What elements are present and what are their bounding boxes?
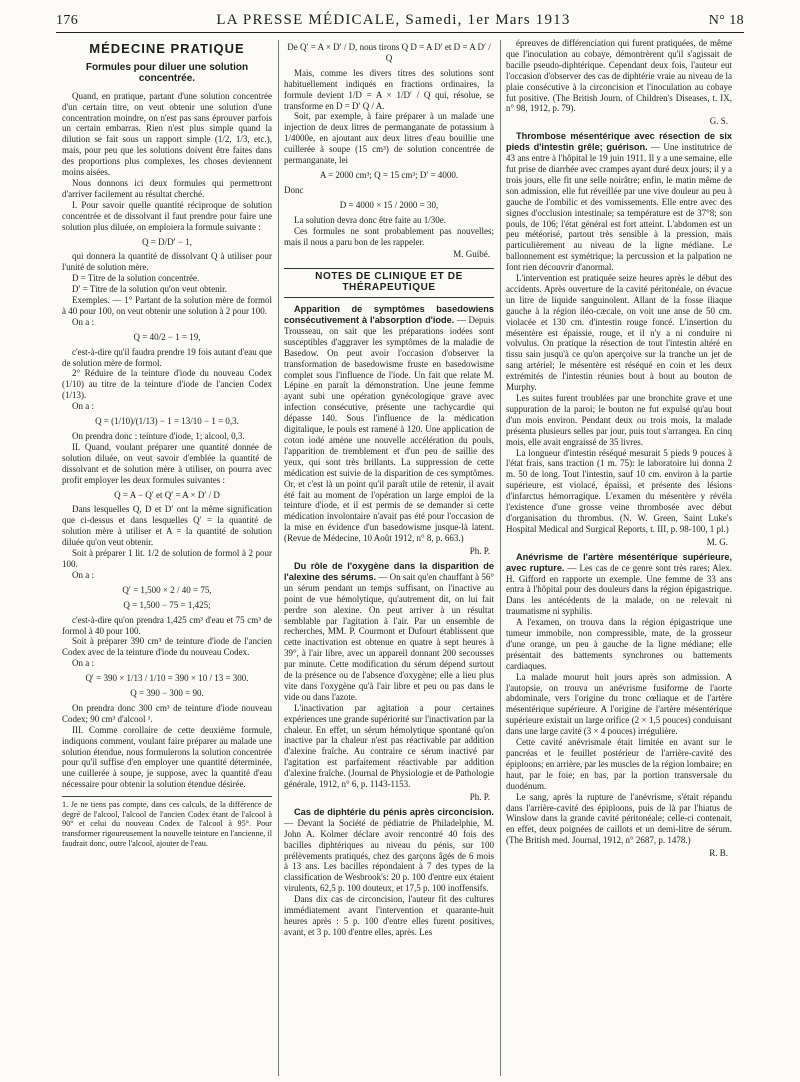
- article-title: Thrombose mésentérique avec résection de six pieds d'intestin grêle; guérison.: [506, 131, 732, 153]
- article-title: Anévrisme de l'artère mésentérique supérieure, avec rupture.: [506, 551, 732, 573]
- paragraph: L'inactivation par agitation a pour certaines expériences une grande supériorité sur l'inactivation par la chaleur. En effet, un sérum hémolytique spontané qu'on inactive par la chaleur n'est pas réactivable par addition d'alexine fraîche. Au contraire ce sérum inactivé par l'agitation est parfaitement réactivable par addition d'alexine fraîche. (Journal de Physiologie et de Pathologie générale, 1912, n° 6, p. 1143-1153.: [284, 702, 494, 790]
- article-body: — Une institutrice de 43 ans entre à l'hôpital le 19 juin 1911. Il y a une semaine, elle fut prise de diarrhée avec crampes ayant duré deux jours; il y a trois jours, elle fit une selle noirâtre; enfin, le matin même de son admission, elle fut réveillée par une vive douleur au peu à gauche de l'ombilic et des vomissements. Elle entre avec des signes d'occlusion intestinale; sa température est de 37°8; son pouls, de 106; l'état général est fort atteint. L'abdomen est un peu météorisé, partout très sensible à la pression, mais particulièrement au niveau de la ligne médiane. Le ballonnement est symétrique; la percussion et la palpation ne font rien découvrir d'anormal.: [506, 142, 732, 273]
- paragraph: On a :: [72, 316, 94, 327]
- signature: M. G.: [706, 536, 728, 547]
- paragraphs: [62, 703, 272, 790]
- formula: Q = 40/2 − 1 = 19,: [133, 331, 201, 342]
- section-heading: MÉDECINE PRATIQUE: [89, 41, 245, 56]
- article-body: — Devant la Société de pédiatrie de Philadelphie, M. John A. Kolmer déclare avoir rencontré 40 fois des bacilles diphtériques au niveau du pénis, sur 100 prélèvements pratiqués, chez des garçons âgés de 6 mois à 13 ans. Les bacilles répondaient à 7 des types de la classification de Wesbrook's: 20 p. 100 d'entre eux étaient virulents, 62,5 p. 100 douteux, et 17,5 p. 100 inoffensifs.: [284, 817, 494, 894]
- article: [284, 807, 494, 894]
- paragraph: Cette cavité anévrismale était limitée en avant sur le pancréas et le feuillet postérieur de l'arrière-cavité des épiploons; en arrière, par les muscles de la région lombaire; en haut, par le foie; en bas, par la portion transversale du duodénum.: [506, 737, 732, 791]
- column-1: [62, 38, 272, 1078]
- paragraph: Donc: [284, 184, 304, 195]
- article-title: Formules pour diluer une solution concentrée.: [85, 61, 249, 84]
- formula: Q = (1/10)/(1/13) − 1 = 13/10 − 1 = 0,3.: [95, 416, 239, 427]
- paragraph: D′ = Titre de la solution qu'on veut obtenir.: [72, 284, 227, 295]
- formula: A = 2000 cm³; Q = 15 cm³; D′ = 4000.: [319, 169, 459, 180]
- paragraph: Nous donnons ici deux formules qui permettront d'arriver facilement au résultat cherché.: [62, 177, 272, 199]
- paragraph: La solution devra donc être faite au 1/30e.: [294, 214, 446, 225]
- paragraphs: [62, 251, 272, 327]
- paragraph: On a :: [72, 401, 94, 412]
- issue-number: N° 18: [708, 13, 744, 28]
- paragraph: 2° Réduire de la teinture d'iode du nouveau Codex (1/10) au titre de la teinture d'iode de l'ancien Codex (1/13).: [62, 368, 272, 401]
- paragraph: II. Quand, voulant préparer une quantité donnée de solution diluée, on veut savoir d'emblée la quantité de dissolvant et de solution mère à utiliser, on pourra avec profit employer les deux formules suivantes :: [62, 441, 272, 485]
- footnote: 1. Je ne tiens pas compte, dans ces calculs, de la différence de degré de l'alcool, l'alcool de l'ancien Codex étant de l'alcool à 90° et celui du nouveau Codex de l'alcool à 95°. Pour transformer rigoureusement la nouvelle teinture en l'ancienne, il faudrait donc, outre l'alcool, ajouter de l'eau.: [62, 796, 272, 848]
- paragraph: Exemples. — 1° Partant de la solution mère de formol à 40 pour 100, on veut obtenir une solution à 2 pour 100.: [62, 295, 272, 316]
- paragraph: Mais, comme les divers titres des solutions sont habituellement indiqués en fractions ordinaires, la formule devient 1/D = A × 1/D′ / Q qui, résolue, se transforme en D = D′ Q / A.: [284, 67, 494, 111]
- formula: Q′ = 390 × 1/13 / 1/10 = 390 × 10 / 13 = 300.: [85, 673, 249, 684]
- paragraph: Le sang, après la rupture de l'anévrisme, s'était répandu dans l'arrière-cavité des épiploons, puis de là par l'hiatus de Winslow dans la grande cavité péritonéale; celle-ci contenait, en effet, deux poignées de caillots et un demi-litre de sérum. (The British med. Journal, 1912, n° 2687, p. 1478.): [506, 791, 732, 846]
- article-body: — Depuis Trousseau, on sait que les préparations iodées sont susceptibles d'aggraver les symptômes de la maladie de Basedow. On peut avoir l'occasion d'observer la transformation de basedowisme fruste en basedowisme complet sous l'influence de l'iode. Un fait que relate M. Lépine en paraît la démonstration. Une jeune femme ayant subi une opération gynécologique grave avec infection consécutive, présente une tachycardie qui dépasse 140. Sous l'influence de la médication digitalique, le pouls est ramené à 120. Une application de coton iodé amène une nouvelle accélération du pouls, l'apparition de tremblement et d'un peu de saillie des yeux, qui sont très brillants. La suppression de cette médication est suivie de la disparition de ces symptômes. Or, et c'est là un point qu'il paraît utile de retenir, il avait été fait au moment de l'opération un large emploi de la teinture d'iode, et il est permis de se demander si cette médication involontaire n'avait pas été pour l'occasion de la mise en évidence d'un basedowisme jusque-là latent. (Revue de Médecine, 10 Août 1912, n° 8, p. 663.): [284, 315, 494, 544]
- paragraph: Soit à préparer 390 cm³ de teinture d'iode de l'ancien Codex avec de la teinture d'iode du nouveau Codex.: [62, 636, 272, 658]
- article: [284, 561, 494, 703]
- paragraphs: [506, 38, 732, 114]
- paragraphs: [62, 431, 272, 486]
- paragraph: A l'examen, on trouva dans la région épigastrique une tumeur immobile, non compressible, mate, de la grosseur d'une orange, un peu à gauche de la ligne médiane; elle présentait des battements synchrones ou battements cardiaques.: [506, 617, 732, 671]
- page-header: [56, 12, 744, 33]
- formula: De Q′ = A × D′ / D, nous tirons Q D = A D′ et D = A D′ / Q: [287, 42, 491, 63]
- formula: Q′ = 1,500 × 2 / 40 = 75,: [122, 584, 212, 595]
- signature: G. S.: [709, 116, 728, 127]
- signature: Ph. P.: [469, 792, 490, 802]
- paragraphs: [62, 615, 272, 670]
- article-title: Du rôle de l'oxygène dans la disparition de l'alexine des sérums.: [284, 560, 494, 582]
- paragraph: On prendra donc : teinture d'iode, 1; alcool, 0,3.: [72, 431, 245, 441]
- page-number: 176: [56, 13, 79, 28]
- paragraphs: [284, 68, 494, 166]
- paragraphs: [62, 91, 272, 233]
- column-2: [284, 38, 494, 1078]
- formula: Q = A − Q′ et Q′ = A × D′ / D: [114, 489, 220, 500]
- column-3: [506, 38, 732, 1078]
- article: [506, 552, 732, 617]
- paragraph: D = Titre de la solution concentrée.: [72, 273, 200, 284]
- paragraph: Soit à préparer 1 lit. 1/2 de solution de formol à 2 pour 100.: [62, 548, 272, 569]
- journal-title: LA PRESSE MÉDICALE, Samedi, 1er Mars 1913: [216, 12, 571, 28]
- paragraph: On prendra donc 300 cm³ de teinture d'iode nouveau Codex; 90 cm³ d'alcool ¹.: [62, 702, 272, 724]
- formula: Q = D/D′ − 1,: [142, 236, 192, 247]
- formula: D = 4000 × 15 / 2000 = 30,: [339, 199, 439, 210]
- paragraph: qui donnera la quantité de dissolvant Q à utiliser pour l'unité de solution mère.: [62, 251, 272, 273]
- article-body: — Les cas de ce genre sont très rares; Alex. H. Gifford en rapporte un exemple. Une femme de 33 ans entra à l'hôpital pour des douleurs dans la région épigastrique. Dans les antécédents de la malade, on ne relevait ni traumatisme ni syphilis.: [506, 562, 732, 617]
- article-body: — On sait qu'en chauffant à 56° un sérum pendant un temps suffisant, on l'inactive au point de vue hémolytique, qu'autrement dit, on lui fait perdre son alexine. On peut arriver à un résultat semblable par l'agitation à l'air. Par un ensemble de recherches, MM. P. Courmont et Dufourt établissent que cette inactivation est obtenue en quatre à sept heures à 39°, à l'air libre, avec un appareil donnant 200 secousses par minute. Cette modification du sérum dépend surtout de la présence ou de l'absence d'oxygène; elle a lieu plus vite dans l'oxygène qu'à l'air libre et peu ou pas dans le vide ou dans l'azote.: [284, 571, 494, 702]
- paragraph: L'intervention est pratiquée seize heures après le début des accidents. Après ouverture de la cavité péritonéale, on évacue un litre de liquide sanguinolent. Allant de la fosse iliaque gauche à la région iléo-cæcale, on voit une anse de 50 cm. violacée et 130 cm. d'intestin rouge foncé. L'insertion du mésentère est épaissie, rouge, et il n'y a ni conduire ni volvulus. On pratique la résection de tout l'intestin altéré en tissu sain jusqu'à ce qu'on aperçoive sur la tranche un jet de sang artériel; le mésentère est réséqué en coin et les deux extrémités de l'intestin réunies bout à bout au bouton de Murphy.: [506, 273, 732, 393]
- article: [284, 304, 494, 544]
- article-title: Apparition de symptômes basedowiens consécutivement à l'absorption d'iode.: [284, 304, 494, 326]
- formula: Q = 390 − 300 = 90.: [130, 688, 204, 699]
- paragraph: La malade mourut huit jours après son admission. A l'autopsie, on trouva un anévrisme fusiforme de l'aorte abdominale, vers l'origine du tronc cœliaque et de l'artère mésentérique supérieure. A l'origine de l'artère mésentérique supérieure existait un large orifice (2 × 1,5 pouces) conduisant dans une large cavité (3 × 4 pouces) irrégulière.: [506, 671, 732, 737]
- column-divider: [278, 40, 279, 1076]
- paragraph: Dans dix cas de circoncision, l'auteur fit des cultures immédiatement avant l'intervention et quarante-huit heures après : 5 p. 100 d'entre elles furent positives, avant, et 3 p. 100 d'entre elles, après. Les: [284, 894, 494, 937]
- paragraph: c'est-à-dire qu'on prendra 1,425 cm³ d'eau et 75 cm³ de formol à 40 pour 100.: [62, 614, 272, 636]
- column-divider: [500, 40, 501, 1076]
- signature: R. B.: [709, 848, 728, 859]
- signature: M. Guibé.: [453, 249, 490, 260]
- signature: Ph. P.: [469, 546, 490, 557]
- paragraphs: [62, 347, 272, 412]
- formula: Q = 1,500 − 75 = 1,425;: [123, 599, 211, 610]
- paragraph: On a :: [72, 658, 94, 669]
- article: [506, 131, 732, 273]
- paragraph: Les suites furent troublées par une bronchite grave et une suppuration de la paroi; le bouton ne fut expulsé qu'au bout d'un mois environ. Pendant deux ou trois mois, la malade présenta plusieurs selles par jour, puis tout s'arrangea. En cinq mois, elle avait engraissé de 35 livres.: [506, 393, 732, 447]
- paragraph: Dans lesquelles Q, D et D′ ont la même signification que ci-dessus et dans lesquelles Q′ = la quantité de solution mère à utiliser et A = la quantité de solution diluée qu'on veut obtenir.: [62, 504, 272, 548]
- paragraph: La longueur d'intestin réséqué mesurait 5 pieds 9 pouces à l'état frais, sans traction (1 m. 75): le laboratoire lui donna 2 m. 50 de long. Tout l'intestin, sauf 10 cm. environ à la partie supérieure, est violacé, épaissi, et présente des lésions d'infarctus hémorragique. L'examen du mésentère y révéla l'existence d'une grosse veine thrombosée avec début d'organisation du thrombus. (N. W. Green, Saint Luke's Hospital Medical and Surgical Reports, t. III, p. 98-100, 1 pl.): [506, 447, 732, 534]
- paragraph: épreuves de différenciation qui furent pratiquées, de même que l'inoculation au cobaye, démontrèrent qu'il s'agissait de bacille pseudo-diphtérique. Cependant deux fois, l'auteur eut l'occasion d'observer des cas de diphtérie vraie au niveau de la plaie consécutive à la circoncision et l'inoculation au cobaye fut positive. (The British Journ. of Children's Diseases, t. IX, n° 98, 1912, p. 79).: [506, 38, 732, 114]
- paragraph: Quand, en pratique, partant d'une solution concentrée d'un certain titre, on veut obtenir une solution d'une concentration moindre, on n'est pas sans éprouver parfois un certain embarras. Rien n'est plus simple quand la dilution se fait sous un rapport simple (1/2, 1/3, etc.), mais, pour peu que les solutions doivent être faites dans des proportions plus complexes, les choses deviennent moins aisées.: [62, 90, 272, 178]
- paragraph: III. Comme corollaire de cette deuxième formule, indiquons comment, voulant faire préparer au malade une solution étendue, nous formulerons la solution concentrée pour qu'il suffise d'en employer une quantité déterminée, une cuillerée à soupe, je suppose, avec la quantité d'eau nécessaire pour obtenir la solution étendue désirée.: [62, 724, 272, 790]
- paragraph: I. Pour savoir quelle quantité réciproque de solution concentrée et de dissolvant il faut prendre pour faire une solution plus diluée, on emploiera la formule suivante :: [62, 199, 272, 232]
- paragraph: On a :: [72, 569, 94, 580]
- article-title: Cas de diphtérie du pénis après circoncision.: [294, 806, 494, 817]
- section-heading: NOTES DE CLINIQUE ET DE THÉRAPEUTIQUE: [284, 268, 494, 298]
- paragraph: Soit, par exemple, à faire préparer à un malade une injection de deux litres de permanganate de potassium à 1/4000e, en ajoutant aux deux litres d'eau bouillie une cuillerée à soupe (15 cm³) de solution concentrée de permanganate, lei: [284, 111, 494, 166]
- paragraph: Ces formules ne sont probablement pas nouvelles; mais il nous a paru bon de les rappeler.: [284, 225, 494, 247]
- paragraphs: [284, 215, 494, 248]
- paragraph: c'est-à-dire qu'il faudra prendre 19 fois autant d'eau que de solution mère de formol.: [62, 346, 272, 368]
- paragraphs: [62, 504, 272, 580]
